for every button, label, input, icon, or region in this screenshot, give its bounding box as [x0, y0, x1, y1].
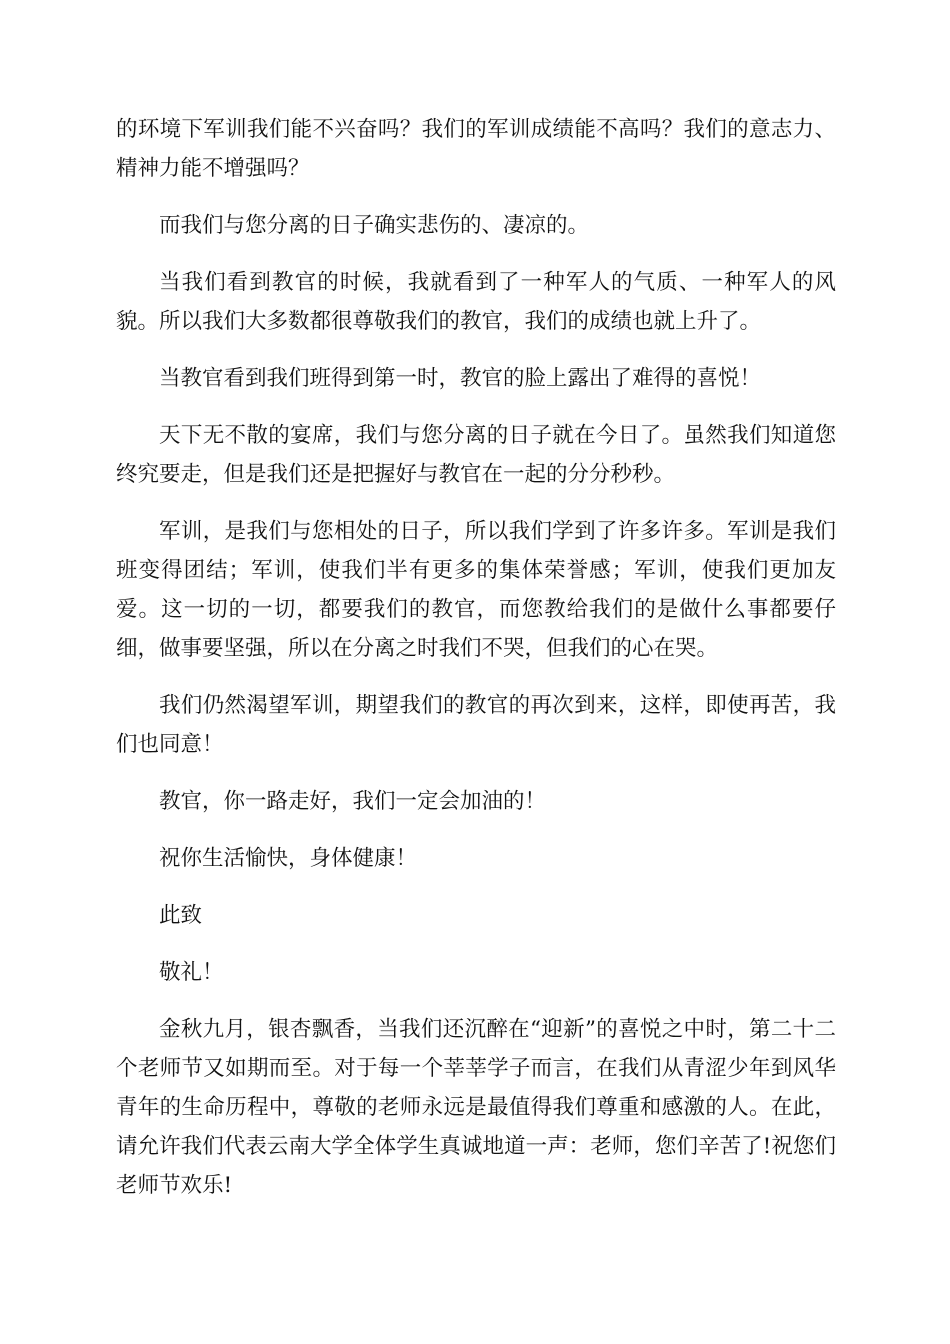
closing-phrase: 此致: [159, 903, 203, 928]
paragraph: 我们仍然渴望军训，期望我们的教官的再次到来，这样，即使再苦，我们也同意！: [116, 693, 836, 757]
paragraph: 当教官看到我们班得到第一时，教官的脸上露出了难得的喜悦！: [159, 366, 762, 391]
paragraph: 的环境下军训我们能不兴奋吗？我们的军训成绩能不高吗？我们的意志力、精神力能不增强吗？: [116, 117, 836, 181]
paragraph: 当我们看到教官的时候，我就看到了一种军人的气质、一种军人的风貌。所以我们大多数都很尊敬我们的教官，我们的成绩也就上升了。: [116, 270, 836, 334]
paragraph: 天下无不散的宴席，我们与您分离的日子就在今日了。虽然我们知道您终究要走，但是我们还是把握好与教官在一起的分分秒秒。: [116, 423, 836, 487]
paragraph: 祝你生活愉快，身体健康！: [159, 846, 418, 871]
paragraph: 军训，是我们与您相处的日子，所以我们学到了许多许多。军训是我们班变得团结；军训，使我们半有更多的集体荣誉感；军训，使我们更加友爱。这一切的一切，都要我们的教官，而您教给我们的是做什么事都要仔细，做事要坚强，所以在分离之时我们不哭，但我们的心在哭。: [116, 519, 836, 661]
document-body: [116, 110, 836, 1223]
paragraph: 教官，你一路走好，我们一定会加油的！: [159, 789, 547, 814]
paragraph: 而我们与您分离的日子确实悲伤的、凄凉的。: [159, 213, 590, 238]
paragraph: 金秋九月，银杏飘香，当我们还沉醉在“迎新”的喜悦之中时，第二十二个老师节又如期而至。对于每一个莘莘学子而言，在我们从青涩少年到风华青年的生命历程中，尊敬的老师永远是最值得我们尊重和感激的人。在此，请允许我们代表云南大学全体学生真诚地道一声：老师，您们辛苦了!祝您们老师节欢乐!: [116, 1017, 836, 1198]
closing-salutation: 敬礼！: [159, 960, 224, 985]
